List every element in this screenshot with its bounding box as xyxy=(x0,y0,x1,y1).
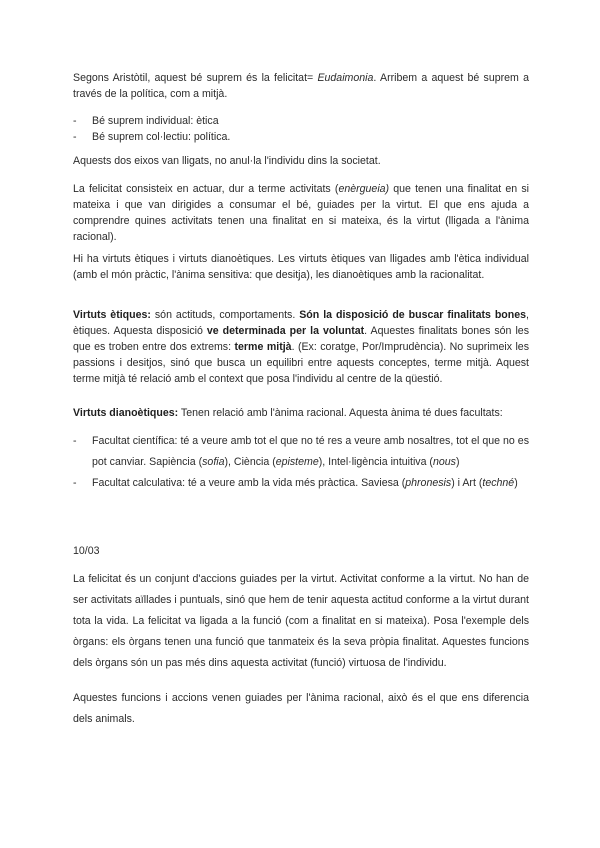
bold-heading: Virtuts dianoètiques: xyxy=(73,407,179,419)
date-text: 10/03 xyxy=(73,545,100,557)
text: ) i Art ( xyxy=(451,477,483,489)
emphasis-term: sofia xyxy=(202,456,225,468)
text: ), Intel·ligència intuitiva ( xyxy=(318,456,433,468)
bold-text: Són la disposició de buscar finalitats bones xyxy=(299,309,527,321)
dash-bullet: - xyxy=(73,115,77,127)
paragraph-eudaimonia xyxy=(73,70,529,102)
text: La felicitat és un conjunt d'accions guiades per la virtut. Activitat conforme a la virtut. No han de ser activitats aïllades i puntuals, sinó que hem de tenir aquesta actitud conforme a la virtut durant tota la vida. La felicitat va ligada a la funció (com a finalitat en si mateixa). Posa l'exemple dels òrgans: els òrgans tenen una funció que tanmateix és la seva pròpia finalitat. Aquestes funcions dels òrgans són un pas més dins aquesta activitat (funció) virtuosa de l'individu. xyxy=(73,573,529,669)
text: Facultat calculativa: té a veure amb la vida més pràctica. Saviesa ( xyxy=(92,477,406,489)
paragraph-virtue-types xyxy=(73,251,529,283)
text: ), Ciència ( xyxy=(224,456,276,468)
text: Hi ha virtuts ètiques i virtuts dianoètiques. Les virtuts ètiques van lligades amb l'ètica individual (amb el món pràctic, l'ànima sensitiva: que desitja), les dianoètiques amb la racionalitat. xyxy=(73,253,529,281)
text: . (Ex: coratge, Por/Imprudència). No suprimeix les passions i desitjos, sinó que busca un equilibri entre aquests conceptes, terme mitjà. Aquest terme mitjà té relació amb el context que posa l'individu al centre de la qüestió. xyxy=(73,341,529,385)
dash-bullet: - xyxy=(73,131,77,143)
text: Aquestes funcions i accions venen guiades per l'ànima racional, això és el que ens diferencia dels animals. xyxy=(73,692,529,725)
emphasis-term: phronesis xyxy=(405,477,452,489)
list-item-text: Bé suprem col·lectiu: política. xyxy=(92,131,231,143)
text: Aquests dos eixos van lligats, no anul·la l'individu dins la societat. xyxy=(73,155,381,167)
emphasis-term: episteme xyxy=(275,456,319,468)
text: Facultat científica: té a veure amb tot el que no té res a veure amb nosaltres, tot el que no es pot canviar. Sapiència ( xyxy=(92,435,529,468)
paragraph-axes xyxy=(73,153,529,169)
list-item xyxy=(73,129,529,145)
emphasis-term: enèrgueia) xyxy=(338,183,390,195)
text: . Arribem a aquest bé suprem a través de la política, com a mitjà. xyxy=(73,72,529,100)
bold-text: terme mitjà xyxy=(234,341,292,353)
paragraph-rational-soul xyxy=(73,688,529,730)
text: Segons Aristòtil, aquest bé suprem és la felicitat= xyxy=(73,72,318,84)
date-heading xyxy=(73,543,529,559)
list-item xyxy=(73,113,529,129)
emphasis-term: techné xyxy=(482,477,515,489)
bold-heading: Virtuts ètiques: xyxy=(73,309,151,321)
list-faculties xyxy=(73,431,529,494)
list-item-text: Bé suprem individual: ètica xyxy=(92,115,219,127)
paragraph-ethical-virtues xyxy=(73,307,529,387)
emphasis-term: nous xyxy=(432,456,456,468)
bold-text: ve determinada per la voluntat xyxy=(206,325,365,337)
paragraph-dianoetic-virtues xyxy=(73,405,529,421)
text: són actituds, comportaments. xyxy=(150,309,300,321)
dash-bullet: - xyxy=(73,435,77,447)
text: ) xyxy=(514,477,518,489)
text: ) xyxy=(455,456,460,468)
emphasis-term: Eudaimonia xyxy=(317,72,374,84)
list-item xyxy=(73,473,529,494)
text: . Aquestes finalitats bones són les que es troben entre dos extrems: xyxy=(73,325,529,353)
text: que tenen una finalitat en si mateixa i que van dirigides a consumar el bé, guiades per la virtut. El que ens ajuda a comprendre quines activitats tenen una finalitat en si mateixa, és la virtut (lligada a l'ànima racional). xyxy=(73,183,529,243)
paragraph-happiness-actions xyxy=(73,569,529,674)
text: Tenen relació amb l'ànima racional. Aquesta ànima té dues facultats: xyxy=(178,407,503,419)
paragraph-happiness xyxy=(73,181,529,245)
list-supreme-good xyxy=(73,113,529,145)
list-item xyxy=(73,431,529,473)
text: La felicitat consisteix en actuar, dur a terme activitats ( xyxy=(73,183,339,195)
text: , ètiques. Aquesta disposició xyxy=(73,309,529,337)
dash-bullet: - xyxy=(73,477,77,489)
